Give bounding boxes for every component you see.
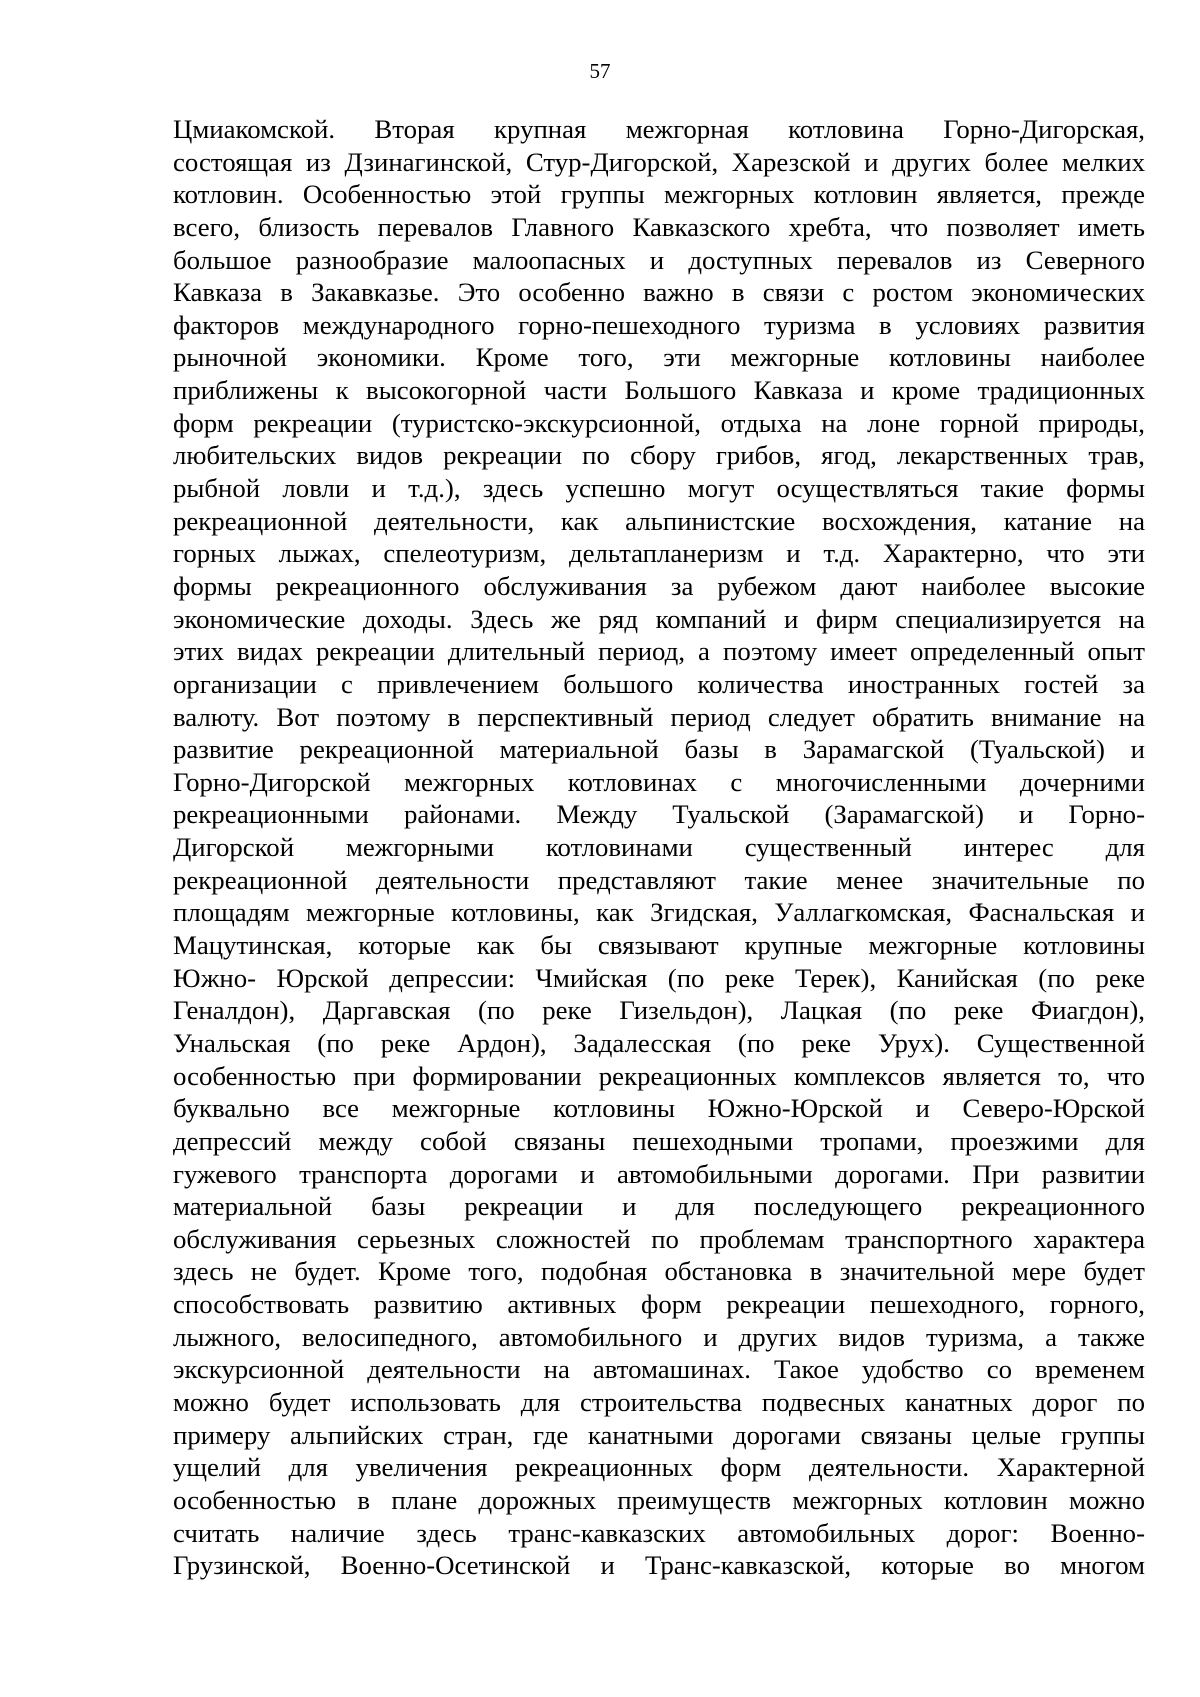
text-line: формы рекреационного обслуживания за рубежом дают наиболее высокие (173, 570, 1145, 601)
text-line: котловин. Особенностью этой группы межгорных котловин является, прежде (173, 179, 1145, 210)
text-line: Геналдон), Даргавская (по реке Гизельдон), Лацкая (по реке Фиагдон), (173, 995, 1145, 1026)
text-line: считать наличие здесь транс-кавказских автомобильных дорог: Военно- (173, 1517, 1145, 1548)
text-line: состоящая из Дзинагинской, Стур-Дигорской, Харезской и других более мелких (173, 146, 1145, 177)
text-line: Грузинской, Военно-Осетинской и Транс-кавказской, которые во многом (173, 1550, 1145, 1581)
text-line: способствовать развитию активных форм рекреации пешеходного, горного, (173, 1289, 1145, 1320)
text-line: лыжного, велосипедного, автомобильного и других видов туризма, а также (173, 1321, 1145, 1352)
text-line: форм рекреации (туристско-экскурсионной, отдыха на лоне горной природы, (173, 407, 1145, 438)
text-line: организации с привлечением большого количества иностранных гостей за (173, 668, 1145, 699)
text-line: особенностью в плане дорожных преимуществ межгорных котловин можно (173, 1484, 1145, 1515)
text-line: Кавказа в Закавказье. Это особенно важно в связи с ростом экономических (173, 277, 1145, 308)
text-line: рекреационной деятельности, как альпинистские восхождения, катание на (173, 505, 1145, 536)
text-line: депрессий между собой связаны пешеходными тропами, проезжими для (173, 1125, 1145, 1156)
text-line: Южно- Юрской депрессии: Чмийская (по реке Терек), Канийская (по реке (173, 962, 1145, 993)
text-line: гужевого транспорта дорогами и автомобильными дорогами. При развитии (173, 1158, 1145, 1189)
text-line: материальной базы рекреации и для последующего рекреационного (173, 1191, 1145, 1222)
text-line: развитие рекреационной материальной базы в Зарамагской (Туальской) и (173, 734, 1145, 765)
body-paragraph (173, 113, 1145, 1582)
text-line: буквально все межгорные котловины Южно-Юрской и Северо-Юрской (173, 1093, 1145, 1124)
text-line: особенностью при формировании рекреационных комплексов является то, что (173, 1060, 1145, 1091)
text-line: Унальская (по реке Ардон), Задалесская (по реке Урух). Существенной (173, 1027, 1145, 1058)
text-line: здесь не будет. Кроме того, подобная обстановка в значительной мере будет (173, 1256, 1145, 1287)
text-line: площадям межгорные котловины, как Згидская, Уаллагкомская, Фаснальская и (173, 897, 1145, 928)
text-line: этих видах рекреации длительный период, а поэтому имеет определенный опыт (173, 636, 1145, 667)
text-line: любительских видов рекреации по сбору грибов, ягод, лекарственных трав, (173, 440, 1145, 471)
text-line: обслуживания серьезных сложностей по проблемам транспортного характера (173, 1223, 1145, 1254)
text-line: приближены к высокогорной части Большого Кавказа и кроме традиционных (173, 375, 1145, 406)
text-line: Дигорской межгорными котловинами существенный интерес для (173, 832, 1145, 863)
text-line: большое разнообразие малоопасных и доступных перевалов из Северного (173, 244, 1145, 275)
text-line: всего, близость перевалов Главного Кавказского хребта, что позволяет иметь (173, 211, 1145, 242)
text-line: можно будет использовать для строительства подвесных канатных дорог по (173, 1386, 1145, 1417)
page-number: 57 (589, 59, 611, 83)
text-line: Цмиакомской. Вторая крупная межгорная котловина Горно-Дигорская, (173, 114, 1145, 144)
text-line: ущелий для увеличения рекреационных форм деятельности. Характерной (173, 1452, 1145, 1483)
text-line: экскурсионной деятельности на автомашинах. Такое удобство со временем (173, 1354, 1145, 1385)
text-line: рыбной ловли и т.д.), здесь успешно могут осуществляться такие формы (173, 473, 1145, 504)
text-line: Горно-Дигорской межгорных котловинах с многочисленными дочерними (173, 766, 1145, 797)
text-line: рекреационными районами. Между Туальской (Зарамагской) и Горно- (173, 799, 1145, 830)
text-line: примеру альпийских стран, где канатными дорогами связаны целые группы (173, 1419, 1145, 1450)
text-line: экономические доходы. Здесь же ряд компаний и фирм специализируется на (173, 603, 1145, 634)
text-line: рыночной экономики. Кроме того, эти межгорные котловины наиболее (173, 342, 1145, 373)
text-line: горных лыжах, спелеотуризм, дельтапланеризм и т.д. Характерно, что эти (173, 538, 1145, 569)
text-line: валюту. Вот поэтому в перспективный период следует обратить внимание на (173, 701, 1145, 732)
text-line: рекреационной деятельности представляют такие менее значительные по (173, 864, 1145, 895)
text-line: Мацутинская, которые как бы связывают крупные межгорные котловины (173, 930, 1145, 961)
text-line: факторов международного горно-пешеходного туризма в условиях развития (173, 309, 1145, 340)
